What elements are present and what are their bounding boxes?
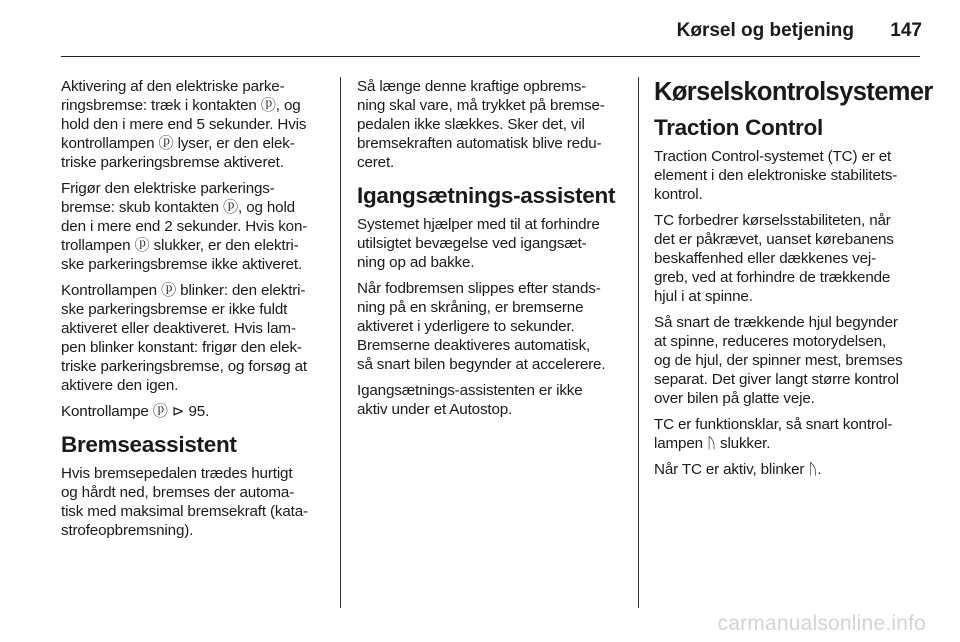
- header-rule: [61, 56, 920, 57]
- section-title-driving-control: Kørselskontrolsystemer: [654, 78, 933, 106]
- paragraph-hill-start-intro: Systemet hjælper med til at forhindre utilsigtet bevægelse ved igangsæt- ning op ad bakke.: [357, 216, 600, 271]
- paragraph-tc-spinning: Så snart de trækkende hjul begynder at spinne, reduceres motorydelsen, og de hjul, der spinner mest, bremses separat. Det giver langt større kontrol over bilen på glatte veje.: [654, 314, 903, 407]
- paragraph-hill-start-autostop: Igangsætnings-assistenten er ikke aktiv under et Autostop.: [357, 382, 583, 418]
- column-divider-2: [638, 77, 639, 608]
- page-number: 147: [890, 20, 922, 41]
- column-middle: [357, 77, 626, 426]
- paragraph-tc-ready: TC er funktionsklar, så snart kontrol- lampen ᚢ slukker.: [654, 416, 893, 452]
- paragraph-brake-assist: Hvis bremsepedalen trædes hurtigt og hårdt ned, bremses der automa- tisk med maksimal bremsekraft (kata- strofeopbremsning).: [61, 465, 308, 539]
- paragraph-tc-active: Når TC er aktiv, blinker ᚢ.: [654, 461, 822, 478]
- watermark: carmanualsonline.info: [717, 612, 926, 635]
- paragraph-tc-stability: TC forbedrer kørselsstabiliteten, når det er påkrævet, uanset kørebanens beskaffenhed eller dækkenes vej- greb, ved at forhindre de trækkende hjul i at spinne.: [654, 212, 894, 305]
- heading-traction-control: Traction Control: [654, 115, 823, 140]
- paragraph-release-parking-brake: Frigør den elektriske parkerings- bremse: skub kontakten ⓟ, og hold den i mere end 2 sekunder. Hvis kon- trollampen ⓟ slukker, er den elektri- ske parkeringsbremse ikke aktiveret.: [61, 180, 308, 273]
- heading-brake-assist: Bremseassistent: [61, 432, 237, 457]
- column-left: [61, 77, 333, 547]
- column-divider-1: [340, 77, 341, 608]
- running-header-title: Kørsel og betjening: [676, 20, 854, 41]
- paragraph-indicator-flashing: Kontrollampen ⓟ blinker: den elektri- ske parkeringsbremse er ikke fuldt aktiveret eller deaktiveret. Hvis lam- pen blinker konstant: frigør den elek- triske parkeringsbremse, og forsøg at aktivere den igen.: [61, 282, 307, 394]
- paragraph-indicator-reference: Kontrollampe ⓟ ⊳ 95.: [61, 403, 210, 420]
- paragraph-tc-intro: Traction Control-systemet (TC) er et element i den elektroniske stabilitets- kontrol.: [654, 148, 898, 203]
- paragraph-activate-parking-brake: Aktivering af den elektriske parke- ringsbremse: træk i kontakten ⓟ, og hold den i mere end 5 sekunder. Hvis kontrollampen ⓟ lyser, er den elek- triske parkeringsbremse aktiveret.: [61, 78, 307, 171]
- paragraph-emergency-braking: Så længe denne kraftige opbrems- ning skal vare, må trykket på bremse- pedalen ikke slækkes. Sker det, vil bremsekraften automatisk blive redu- ceret.: [357, 78, 605, 171]
- heading-hill-start-assist: Igangsætnings-assistent: [357, 183, 616, 208]
- paragraph-hill-start-release: Når fodbremsen slippes efter stands- ning på en skråning, er bremserne aktiveret i yderligere to sekunder. Bremserne deaktiveres automatisk, så snart bilen begynder at accelerere.: [357, 280, 606, 373]
- column-right: [654, 77, 933, 486]
